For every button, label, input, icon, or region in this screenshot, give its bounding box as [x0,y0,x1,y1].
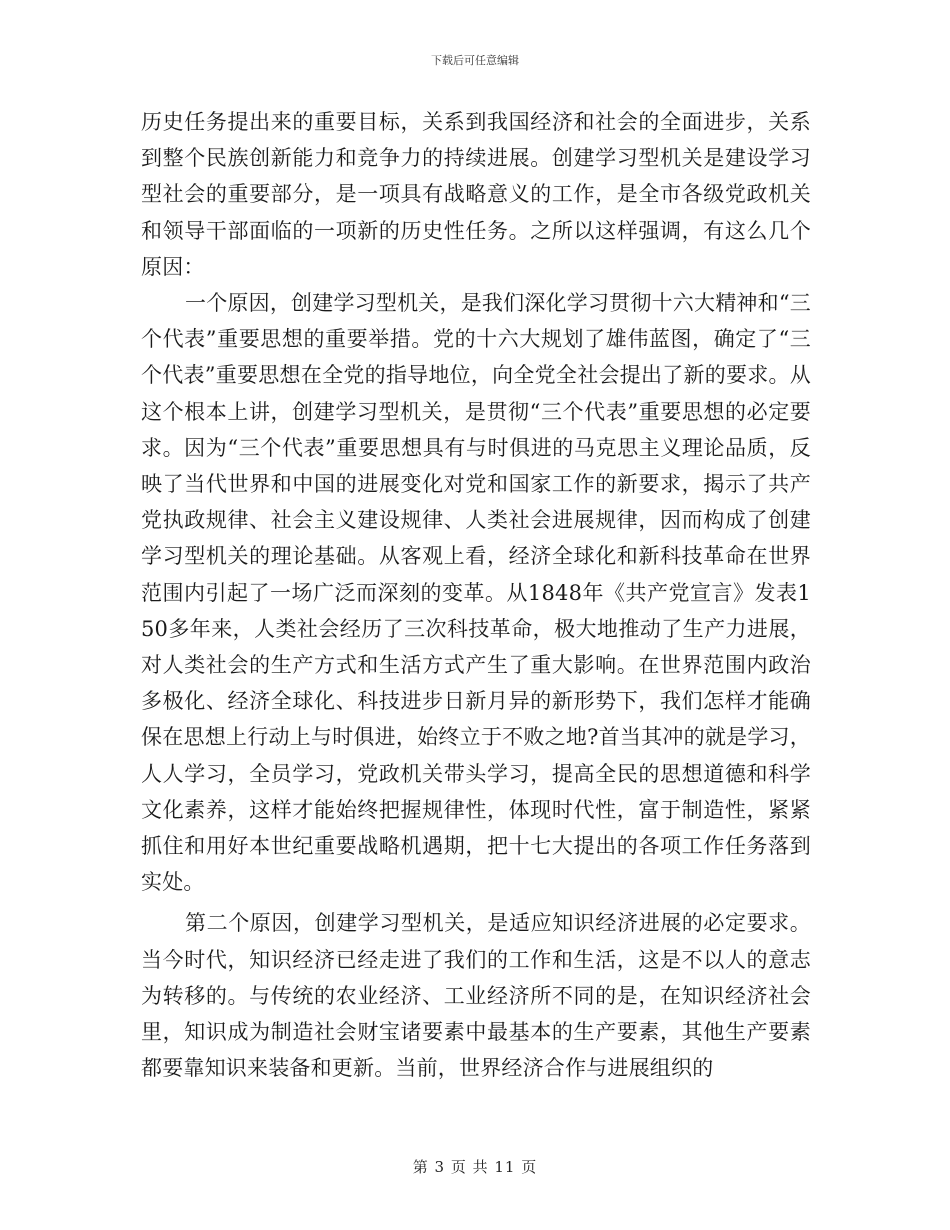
paragraph-1: 历史任务提出来的重要目标，关系到我国经济和社会的全面进步，关系到整个民族创新能力和竞争力的持续进展。创建学习型机关是建设学习型社会的重要部分，是一项具有战略意义的工作，是全市各级党政机关和领导干部面临的一项新的历史性任务。之所以这样强调，有这么几个原因： [141,110,811,279]
page-footer: 第 3 页 共 11 页 [412,1158,538,1176]
paragraph-3: 第二个原因，创建学习型机关，是适应知识经济进展的必定要求。当今时代，知识经济已经走进了我们的工作和生活，这是不以人的意志为转移的。与传统的农业经济、工业经济所不同的是，在知识经济社会里，知识成为制造社会财宝诸要素中最基本的生产要素，其他生产要素都要靠知识来装备和更新。当前，世界经济合作与进展组织的 [141,911,811,1081]
page-header: 下载后可任意编辑 [431,54,519,67]
paragraph-2: 一个原因，创建学习型机关，是我们深化学习贯彻十六大精神和“三个代表”重要思想的重要举措。党的十六大规划了雄伟蓝图，确定了“三个代表”重要思想在全党的指导地位，向全党全社会提出了新的要求。从这个根本上讲，创建学习型机关，是贯彻“三个代表”重要思想的必定要求。因为“三个代表”重要思想具有与时俱进的马克思主义理论品质，反映了当代世界和中国的进展变化对党和国家工作的新要求，揭示了共产党执政规律、社会主义建设规律、人类社会进展规律，因而构成了创建学习型机关的理论基础。从客观上看，经济全球化和新科技革命在世界范围内引起了一场广泛而深刻的变革。从1848年《共产党宣言》发表150多年来，人类社会经历了三次科技革命，极大地推动了生产力进展，对人类社会的生产方式和生活方式产生了重大影响。在世界范围内政治多极化、经济全球化、科技进步日新月异的新形势下，我们怎样才能确保在思想上行动上与时俱进，始终立于不败之地?首当其冲的就是学习，人人学习，全员学习，党政机关带头学习，提高全民的思想道德和科学文化素养，这样才能始终把握规律性，体现时代性，富于制造性，紧紧抓住和用好本世纪重要战略机遇期，把十七大提出的各项工作任务落到实处。 [141,291,811,895]
document-body [141,104,811,1086]
